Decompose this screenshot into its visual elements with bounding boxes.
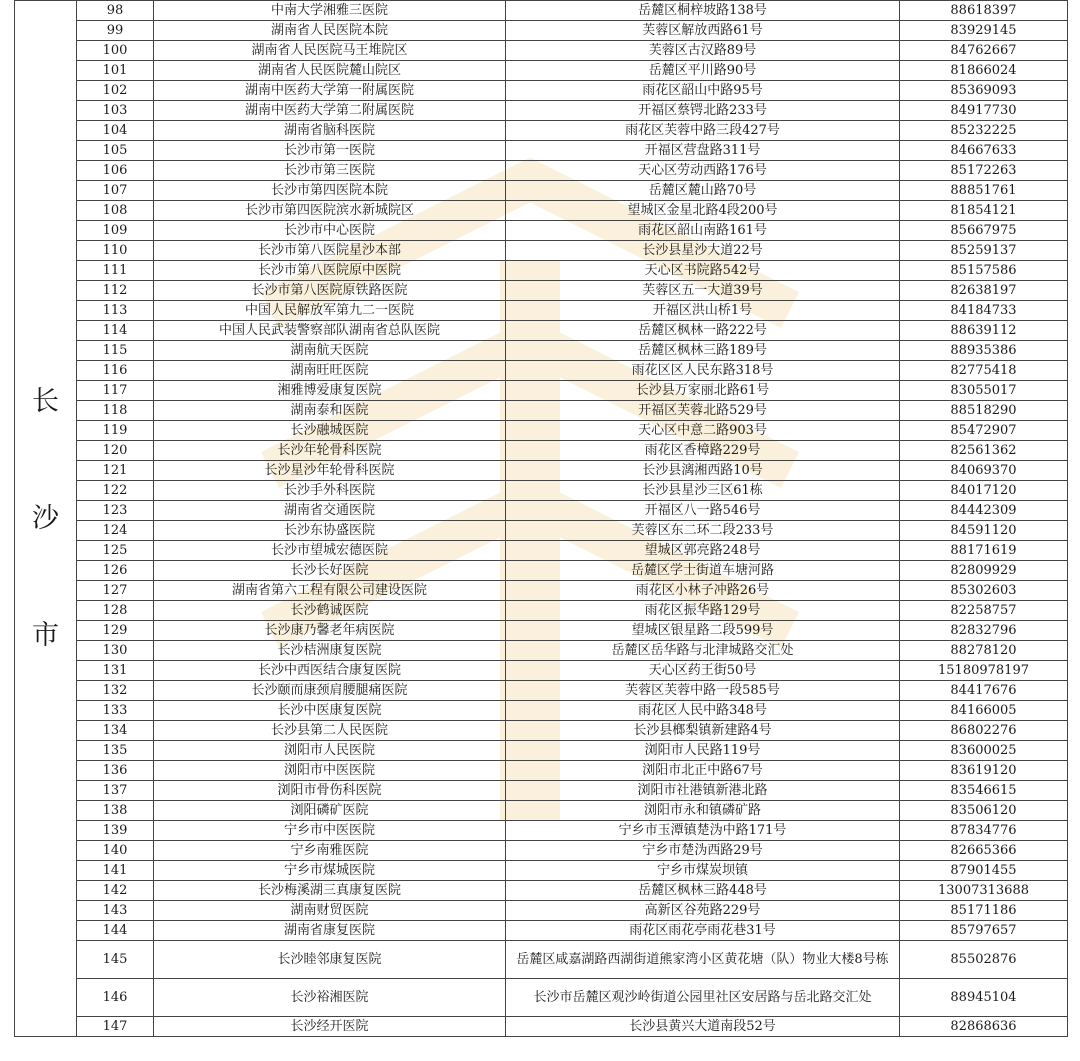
table-row xyxy=(15,681,1068,701)
region-char: 市 xyxy=(32,620,59,651)
hospital-phone: 82258757 xyxy=(900,601,1068,621)
hospital-address: 浏阳市永和镇磷矿路 xyxy=(506,801,900,821)
row-number: 138 xyxy=(77,801,154,821)
row-number: 127 xyxy=(77,581,154,601)
hospital-address: 望城区银星路二段599号 xyxy=(506,621,900,641)
hospital-phone: 81866024 xyxy=(900,61,1068,81)
row-number: 106 xyxy=(77,161,154,181)
hospital-phone: 83929145 xyxy=(900,21,1068,41)
hospital-name: 湖南省康复医院 xyxy=(154,921,506,941)
row-number: 132 xyxy=(77,681,154,701)
table-row xyxy=(15,81,1068,101)
hospital-address: 岳麓区桐梓坡路138号 xyxy=(506,1,900,21)
row-number: 116 xyxy=(77,361,154,381)
row-number: 143 xyxy=(77,901,154,921)
hospital-address: 芙蓉区五一大道39号 xyxy=(506,281,900,301)
row-number: 139 xyxy=(77,821,154,841)
hospital-phone: 82638197 xyxy=(900,281,1068,301)
hospital-address: 芙蓉区芙蓉中路一段585号 xyxy=(506,681,900,701)
hospital-name: 湖南财贸医院 xyxy=(154,901,506,921)
hospital-name: 长沙裕湘医院 xyxy=(154,979,506,1017)
row-number: 137 xyxy=(77,781,154,801)
hospital-name: 长沙经开医院 xyxy=(154,1017,506,1037)
row-number: 126 xyxy=(77,561,154,581)
table-row xyxy=(15,421,1068,441)
table-row xyxy=(15,841,1068,861)
table-row xyxy=(15,401,1068,421)
hospital-phone: 88278120 xyxy=(900,641,1068,661)
hospital-address: 雨花区韶山中路95号 xyxy=(506,81,900,101)
table-row xyxy=(15,861,1068,881)
row-number: 101 xyxy=(77,61,154,81)
row-number: 105 xyxy=(77,141,154,161)
hospital-address: 岳麓区咸嘉湖路西湖街道熊家湾小区黄花塘（队）物业大楼8号栋 xyxy=(506,941,900,979)
hospital-address: 高新区谷苑路229号 xyxy=(506,901,900,921)
row-number: 111 xyxy=(77,261,154,281)
hospital-name: 湖南省人民医院马王堆院区 xyxy=(154,41,506,61)
hospital-name: 浏阳市骨伤科医院 xyxy=(154,781,506,801)
region-char: 长 xyxy=(32,386,59,417)
hospital-phone: 85302603 xyxy=(900,581,1068,601)
hospital-address: 芙蓉区东二环二段233号 xyxy=(506,521,900,541)
row-number: 112 xyxy=(77,281,154,301)
hospital-address: 开福区八一路546号 xyxy=(506,501,900,521)
hospital-name: 长沙桔洲康复医院 xyxy=(154,641,506,661)
row-number: 110 xyxy=(77,241,154,261)
hospital-name: 长沙康乃馨老年病医院 xyxy=(154,621,506,641)
hospital-name: 长沙市望城宏德医院 xyxy=(154,541,506,561)
hospital-address: 天心区药王街50号 xyxy=(506,661,900,681)
hospital-address: 天心区书院路542号 xyxy=(506,261,900,281)
hospital-phone: 82561362 xyxy=(900,441,1068,461)
hospital-address: 宁乡市煤炭坝镇 xyxy=(506,861,900,881)
hospital-phone: 85157586 xyxy=(900,261,1068,281)
table-row xyxy=(15,281,1068,301)
hospital-address: 长沙县星沙大道22号 xyxy=(506,241,900,261)
hospital-address: 长沙县万家丽北路61号 xyxy=(506,381,900,401)
row-number: 130 xyxy=(77,641,154,661)
hospital-address: 长沙县星沙三区61栋 xyxy=(506,481,900,501)
table-row xyxy=(15,261,1068,281)
hospital-address: 宁乡市楚沩西路29号 xyxy=(506,841,900,861)
row-number: 114 xyxy=(77,321,154,341)
row-number: 125 xyxy=(77,541,154,561)
hospital-phone: 86802276 xyxy=(900,721,1068,741)
hospital-name: 湖南泰和医院 xyxy=(154,401,506,421)
hospital-address: 浏阳市人民路119号 xyxy=(506,741,900,761)
row-number: 115 xyxy=(77,341,154,361)
table-row xyxy=(15,121,1068,141)
hospital-table xyxy=(14,0,1068,1037)
hospital-phone: 85232225 xyxy=(900,121,1068,141)
table-row xyxy=(15,481,1068,501)
table-row xyxy=(15,241,1068,261)
hospital-phone: 15180978197 xyxy=(900,661,1068,681)
hospital-phone: 84762667 xyxy=(900,41,1068,61)
table-row xyxy=(15,781,1068,801)
table-row xyxy=(15,341,1068,361)
row-number: 146 xyxy=(77,979,154,1017)
hospital-address: 雨花区韶山南路161号 xyxy=(506,221,900,241)
row-number: 98 xyxy=(77,1,154,21)
hospital-phone: 88618397 xyxy=(900,1,1068,21)
row-number: 108 xyxy=(77,201,154,221)
hospital-phone: 83600025 xyxy=(900,741,1068,761)
table-row xyxy=(15,221,1068,241)
hospital-address: 岳麓区平川路90号 xyxy=(506,61,900,81)
table-row xyxy=(15,141,1068,161)
hospital-address: 长沙县榔梨镇新建路4号 xyxy=(506,721,900,741)
hospital-phone: 88851761 xyxy=(900,181,1068,201)
hospital-name: 湖南省第六工程有限公司建设医院 xyxy=(154,581,506,601)
hospital-address: 岳麓区枫林三路189号 xyxy=(506,341,900,361)
row-number: 102 xyxy=(77,81,154,101)
hospital-address: 雨花区雨花亭雨花巷31号 xyxy=(506,921,900,941)
hospital-name: 宁乡市煤城医院 xyxy=(154,861,506,881)
row-number: 141 xyxy=(77,861,154,881)
table-row xyxy=(15,901,1068,921)
table-row xyxy=(15,601,1068,621)
hospital-address: 开福区蔡锷北路233号 xyxy=(506,101,900,121)
hospital-phone: 84667633 xyxy=(900,141,1068,161)
hospital-name: 湖南中医药大学第二附属医院 xyxy=(154,101,506,121)
hospital-name: 长沙市中心医院 xyxy=(154,221,506,241)
hospital-address: 望城区金星北路4段200号 xyxy=(506,201,900,221)
table-row xyxy=(15,181,1068,201)
hospital-phone: 84917730 xyxy=(900,101,1068,121)
row-number: 119 xyxy=(77,421,154,441)
hospital-address: 开福区营盘路311号 xyxy=(506,141,900,161)
hospital-address: 浏阳市北正中路67号 xyxy=(506,761,900,781)
hospital-name: 长沙东协盛医院 xyxy=(154,521,506,541)
hospital-phone: 87901455 xyxy=(900,861,1068,881)
hospital-name: 长沙市第四医院滨水新城院区 xyxy=(154,201,506,221)
table-row xyxy=(15,561,1068,581)
hospital-name: 浏阳市中医医院 xyxy=(154,761,506,781)
hospital-address: 雨花区区人民东路318号 xyxy=(506,361,900,381)
hospital-name: 中国人民武装警察部队湖南省总队医院 xyxy=(154,321,506,341)
hospital-phone: 88935386 xyxy=(900,341,1068,361)
hospital-address: 天心区劳动西路176号 xyxy=(506,161,900,181)
row-number: 121 xyxy=(77,461,154,481)
hospital-phone: 87834776 xyxy=(900,821,1068,841)
hospital-name: 长沙市第八医院原中医院 xyxy=(154,261,506,281)
hospital-address: 岳麓区枫林三路448号 xyxy=(506,881,900,901)
hospital-name: 长沙市第八医院原铁路医院 xyxy=(154,281,506,301)
hospital-phone: 84184733 xyxy=(900,301,1068,321)
table-row xyxy=(15,581,1068,601)
hospital-name: 长沙市第一医院 xyxy=(154,141,506,161)
table-row xyxy=(15,161,1068,181)
hospital-phone: 82775418 xyxy=(900,361,1068,381)
table-row xyxy=(15,621,1068,641)
hospital-phone: 81854121 xyxy=(900,201,1068,221)
hospital-phone: 85171186 xyxy=(900,901,1068,921)
hospital-address: 长沙市岳麓区观沙岭街道公园里社区安居路与岳北路交汇处 xyxy=(506,979,900,1017)
hospital-address: 雨花区芙蓉中路三段427号 xyxy=(506,121,900,141)
row-number: 124 xyxy=(77,521,154,541)
hospital-name: 宁乡南雅医院 xyxy=(154,841,506,861)
table-row xyxy=(15,821,1068,841)
hospital-address: 岳麓区学士街道车塘河路 xyxy=(506,561,900,581)
table-row xyxy=(15,1017,1068,1037)
table-row xyxy=(15,541,1068,561)
hospital-address: 雨花区人民中路348号 xyxy=(506,701,900,721)
table-row xyxy=(15,521,1068,541)
hospital-address: 长沙县漓湘西路10号 xyxy=(506,461,900,481)
row-number: 144 xyxy=(77,921,154,941)
hospital-name: 长沙融城医院 xyxy=(154,421,506,441)
table-row xyxy=(15,21,1068,41)
hospital-name: 长沙中西医结合康复医院 xyxy=(154,661,506,681)
hospital-name: 湖南航天医院 xyxy=(154,341,506,361)
hospital-phone: 82868636 xyxy=(900,1017,1068,1037)
hospital-name: 长沙中医康复医院 xyxy=(154,701,506,721)
row-number: 134 xyxy=(77,721,154,741)
hospital-phone: 85797657 xyxy=(900,921,1068,941)
hospital-phone: 88945104 xyxy=(900,979,1068,1017)
hospital-name: 长沙市第八医院星沙本部 xyxy=(154,241,506,261)
row-number: 131 xyxy=(77,661,154,681)
hospital-address: 开福区洪山桥1号 xyxy=(506,301,900,321)
region-char: 沙 xyxy=(32,503,59,534)
hospital-phone: 13007313688 xyxy=(900,881,1068,901)
row-number: 140 xyxy=(77,841,154,861)
table-row xyxy=(15,321,1068,341)
hospital-phone: 85472907 xyxy=(900,421,1068,441)
hospital-address: 浏阳市社港镇新港北路 xyxy=(506,781,900,801)
row-number: 109 xyxy=(77,221,154,241)
table-row xyxy=(15,801,1068,821)
hospital-phone: 84417676 xyxy=(900,681,1068,701)
hospital-phone: 85667975 xyxy=(900,221,1068,241)
row-number: 118 xyxy=(77,401,154,421)
hospital-name: 湖南省人民医院麓山院区 xyxy=(154,61,506,81)
hospital-phone: 83619120 xyxy=(900,761,1068,781)
row-number: 104 xyxy=(77,121,154,141)
table-row xyxy=(15,501,1068,521)
hospital-address: 宁乡市玉潭镇楚沩中路171号 xyxy=(506,821,900,841)
table-row xyxy=(15,1,1068,21)
hospital-name: 湖南省交通医院 xyxy=(154,501,506,521)
hospital-phone: 84591120 xyxy=(900,521,1068,541)
table-row xyxy=(15,661,1068,681)
hospital-name: 长沙手外科医院 xyxy=(154,481,506,501)
table-row xyxy=(15,641,1068,661)
table-row xyxy=(15,361,1068,381)
hospital-phone: 83055017 xyxy=(900,381,1068,401)
hospital-name: 长沙县第二人民医院 xyxy=(154,721,506,741)
row-number: 142 xyxy=(77,881,154,901)
table-row xyxy=(15,761,1068,781)
hospital-name: 长沙年轮骨科医院 xyxy=(154,441,506,461)
row-number: 129 xyxy=(77,621,154,641)
hospital-name: 长沙梅溪湖三真康复医院 xyxy=(154,881,506,901)
hospital-phone: 82665366 xyxy=(900,841,1068,861)
table-row xyxy=(15,979,1068,1017)
row-number: 122 xyxy=(77,481,154,501)
hospital-name: 长沙市第三医院 xyxy=(154,161,506,181)
hospital-name: 长沙长好医院 xyxy=(154,561,506,581)
hospital-name: 湘雅博爱康复医院 xyxy=(154,381,506,401)
table-row xyxy=(15,721,1068,741)
hospital-phone: 84017120 xyxy=(900,481,1068,501)
hospital-address: 岳麓区岳华路与北津城路交汇处 xyxy=(506,641,900,661)
hospital-address: 天心区中意二路903号 xyxy=(506,421,900,441)
hospital-phone: 88518290 xyxy=(900,401,1068,421)
region-cell xyxy=(15,1,77,1037)
row-number: 128 xyxy=(77,601,154,621)
hospital-address: 岳麓区麓山路70号 xyxy=(506,181,900,201)
hospital-name: 湖南省脑科医院 xyxy=(154,121,506,141)
table-row xyxy=(15,701,1068,721)
hospital-phone: 88639112 xyxy=(900,321,1068,341)
hospital-name: 浏阳市人民医院 xyxy=(154,741,506,761)
hospital-name: 长沙市第四医院本院 xyxy=(154,181,506,201)
table-row xyxy=(15,381,1068,401)
hospital-name: 长沙睦邻康复医院 xyxy=(154,941,506,979)
hospital-name: 湖南旺旺医院 xyxy=(154,361,506,381)
hospital-name: 长沙鹤诚医院 xyxy=(154,601,506,621)
table-row xyxy=(15,881,1068,901)
table-row xyxy=(15,941,1068,979)
hospital-address: 芙蓉区古汉路89号 xyxy=(506,41,900,61)
hospital-phone: 88171619 xyxy=(900,541,1068,561)
hospital-phone: 85259137 xyxy=(900,241,1068,261)
hospital-phone: 84069370 xyxy=(900,461,1068,481)
row-number: 123 xyxy=(77,501,154,521)
hospital-address: 雨花区振华路129号 xyxy=(506,601,900,621)
row-number: 117 xyxy=(77,381,154,401)
hospital-address: 长沙县黄兴大道南段52号 xyxy=(506,1017,900,1037)
row-number: 99 xyxy=(77,21,154,41)
table-row xyxy=(15,201,1068,221)
hospital-phone: 84166005 xyxy=(900,701,1068,721)
hospital-address: 望城区郭亮路248号 xyxy=(506,541,900,561)
hospital-name: 湖南中医药大学第一附属医院 xyxy=(154,81,506,101)
hospital-name: 浏阳磷矿医院 xyxy=(154,801,506,821)
table-row xyxy=(15,741,1068,761)
hospital-address: 开福区芙蓉北路529号 xyxy=(506,401,900,421)
hospital-phone: 85369093 xyxy=(900,81,1068,101)
hospital-phone: 85502876 xyxy=(900,941,1068,979)
row-number: 113 xyxy=(77,301,154,321)
hospital-phone: 83506120 xyxy=(900,801,1068,821)
row-number: 103 xyxy=(77,101,154,121)
hospital-phone: 85172263 xyxy=(900,161,1068,181)
hospital-phone: 82832796 xyxy=(900,621,1068,641)
table-row xyxy=(15,61,1068,81)
hospital-name: 长沙星沙年轮骨科医院 xyxy=(154,461,506,481)
table-row xyxy=(15,41,1068,61)
hospital-address: 雨花区香樟路229号 xyxy=(506,441,900,461)
row-number: 145 xyxy=(77,941,154,979)
row-number: 136 xyxy=(77,761,154,781)
hospital-name: 中南大学湘雅三医院 xyxy=(154,1,506,21)
hospital-address: 芙蓉区解放西路61号 xyxy=(506,21,900,41)
table-row xyxy=(15,921,1068,941)
hospital-phone: 84442309 xyxy=(900,501,1068,521)
row-number: 120 xyxy=(77,441,154,461)
table-row xyxy=(15,441,1068,461)
row-number: 133 xyxy=(77,701,154,721)
hospital-name: 中国人民解放军第九二一医院 xyxy=(154,301,506,321)
hospital-name: 长沙颐而康颈肩腰腿痛医院 xyxy=(154,681,506,701)
row-number: 135 xyxy=(77,741,154,761)
row-number: 107 xyxy=(77,181,154,201)
hospital-phone: 83546615 xyxy=(900,781,1068,801)
row-number: 147 xyxy=(77,1017,154,1037)
hospital-address: 岳麓区枫林一路222号 xyxy=(506,321,900,341)
row-number: 100 xyxy=(77,41,154,61)
hospital-address: 雨花区小林子冲路26号 xyxy=(506,581,900,601)
table-row xyxy=(15,101,1068,121)
table-row xyxy=(15,301,1068,321)
hospital-phone: 82809929 xyxy=(900,561,1068,581)
table-row xyxy=(15,461,1068,481)
hospital-name: 湖南省人民医院本院 xyxy=(154,21,506,41)
hospital-name: 宁乡市中医医院 xyxy=(154,821,506,841)
